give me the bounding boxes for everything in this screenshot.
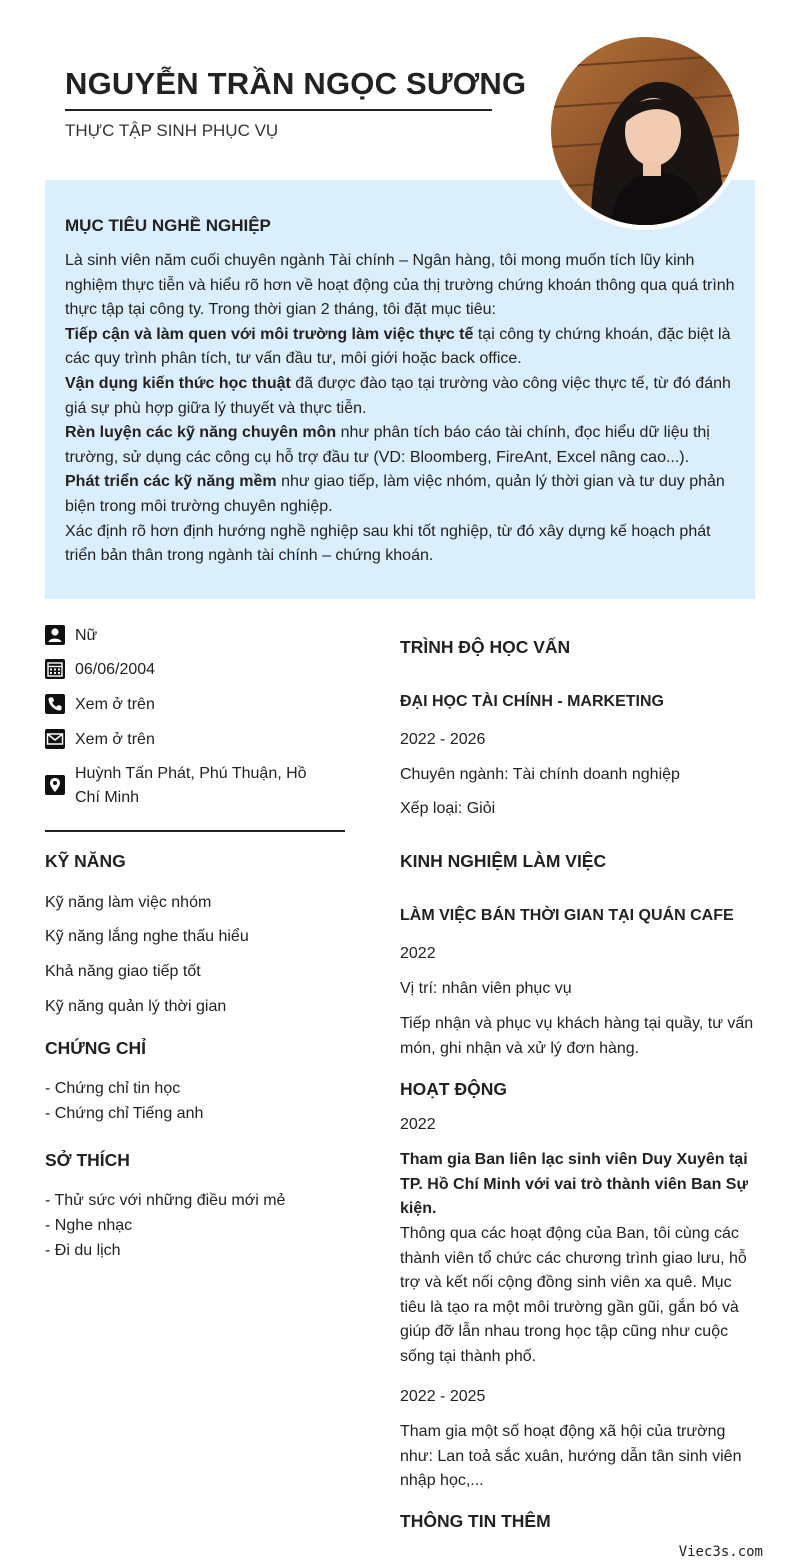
phone-icon — [45, 694, 65, 714]
job-description: Tiếp nhận và phục vụ khách hàng tại quầy, tư vấn món, ghi nhận và xử lý đơn hàng. — [400, 1015, 754, 1057]
hobby-item: - Nghe nhạc — [45, 1217, 133, 1234]
skill-item: Kỹ năng lắng nghe thấu hiểu — [45, 928, 249, 945]
experience-title: KINH NGHIỆM LÀM VIỆC — [400, 851, 607, 871]
objective-goal: Phát triển các kỹ năng mềm như giao tiếp, làm việc nhóm, quản lý thời gian và tư duy phản biện trong môi trường chuyên nghiệp. — [65, 473, 725, 515]
mail-icon — [45, 729, 65, 749]
profile-photo-illustration — [551, 37, 739, 225]
objective-goal: Vận dụng kiến thức học thuật đã được đào tạo tại trường vào công việc thực tế, từ đó đánh giá sự phù hợp giữa lý thuyết và thực tiễn. — [65, 374, 731, 417]
activity-description: Thông qua các hoạt động của Ban, tôi cùng các thành viên tổ chức các chương trình giao lưu, hỗ trợ và kết nối cộng đồng sinh viên xa quê. Mục tiêu là tạo ra một môi trường gần gũi, gắn bó và giúp đỡ lẫn nhau trong học tập cũng như cuộc sống tại thành phố. — [400, 1225, 747, 1365]
contact-address: Huỳnh Tấn Phát, Phú Thuận, Hồ Chí Minh — [45, 762, 345, 812]
location-icon — [45, 775, 65, 795]
activity-period: 2022 — [400, 1116, 436, 1133]
certificate-item: - Chứng chỉ Tiếng anh — [45, 1105, 204, 1122]
job-year: 2022 — [400, 945, 436, 962]
job-name: LÀM VIỆC BÁN THỜI GIAN TẠI QUÁN CAFE — [400, 907, 734, 924]
person-icon — [45, 625, 65, 645]
hobby-item: - Đi du lịch — [45, 1242, 121, 1259]
activity-period: 2022 - 2025 — [400, 1388, 486, 1405]
objective-intro: Là sinh viên năm cuối chuyên ngành Tài chính – Ngân hàng, tôi mong muốn tích lũy kinh nghiệm thực tiễn và hiểu rõ hơn về hoạt động của thị trường chứng khoán thông qua quá trình thực tập tại công ty. Trong thời gian 2 tháng, tôi đặt mục tiêu: — [65, 252, 735, 319]
activity-description: Tham gia một số hoạt động xã hội của trường như: Lan toả sắc xuân, hướng dẫn tân sinh viên nhập học,... — [400, 1423, 742, 1490]
skill-item: Khả năng giao tiếp tốt — [45, 963, 201, 980]
hobbies-title: SỞ THÍCH — [45, 1150, 130, 1170]
watermark: Viec3s.com — [678, 1544, 763, 1560]
objective-goal: Rèn luyện các kỹ năng chuyên môn như phân tích báo cáo tài chính, đọc hiểu dữ liệu thị trường, sử dụng các công cụ hỗ trợ đầu tư (VD: Bloomberg, FireAnt, Excel nâng cao...). — [65, 424, 710, 466]
contact-email: Xem ở trên — [45, 728, 345, 752]
education-title: TRÌNH ĐỘ HỌC VẤN — [400, 637, 571, 657]
profile-photo — [546, 32, 744, 230]
education-period: 2022 - 2026 — [400, 731, 486, 748]
activities-title: HOẠT ĐỘNG — [400, 1079, 507, 1099]
certificate-item: - Chứng chỉ tin học — [45, 1080, 181, 1097]
more-info-title: THÔNG TIN THÊM — [400, 1511, 551, 1531]
contact-gender: Nữ — [45, 624, 345, 648]
name-divider — [65, 109, 492, 111]
objective-goal: Tiếp cận và làm quen với môi trường làm việc thực tế tại công ty chứng khoán, đặc biệt là các quy trình phân tích, tư vấn đầu tư, môi giới hoặc back office. — [65, 325, 731, 368]
contact-phone: Xem ở trên — [45, 693, 345, 717]
certificates-title: CHỨNG CHỈ — [45, 1038, 147, 1058]
education-major: Chuyên ngành: Tài chính doanh nghiệp — [400, 766, 680, 783]
school-name: ĐẠI HỌC TÀI CHÍNH - MARKETING — [400, 693, 664, 710]
objective-title: MỤC TIÊU NGHỀ NGHIỆP — [65, 216, 271, 235]
skills-title: KỸ NĂNG — [45, 851, 126, 871]
job-title: THỰC TẬP SINH PHỤC VỤ — [65, 121, 279, 140]
skill-item: Kỹ năng làm việc nhóm — [45, 894, 212, 911]
skill-item: Kỹ năng quản lý thời gian — [45, 998, 227, 1015]
contact-divider — [45, 830, 345, 832]
job-position: Vị trí: nhân viên phục vụ — [400, 980, 572, 997]
activity-heading: Tham gia Ban liên lạc sinh viên Duy Xuyên tại TP. Hồ Chí Minh với vai trò thành viên Ban Sự kiện. — [400, 1151, 749, 1218]
objective-closing: Xác định rõ hơn định hướng nghề nghiệp sau khi tốt nghiệp, từ đó xây dựng kế hoạch phát triển bản thân trong ngành tài chính – chứng khoán. — [65, 522, 711, 565]
calendar-icon — [45, 659, 65, 679]
candidate-name: NGUYỄN TRẦN NGỌC SƯƠNG — [65, 66, 527, 101]
contact-birthday: 06/06/2004 — [45, 658, 345, 682]
hobby-item: - Thử sức với những điều mới mẻ — [45, 1192, 286, 1209]
education-rank: Xếp loại: Giỏi — [400, 800, 496, 817]
career-objective-section — [45, 180, 755, 599]
